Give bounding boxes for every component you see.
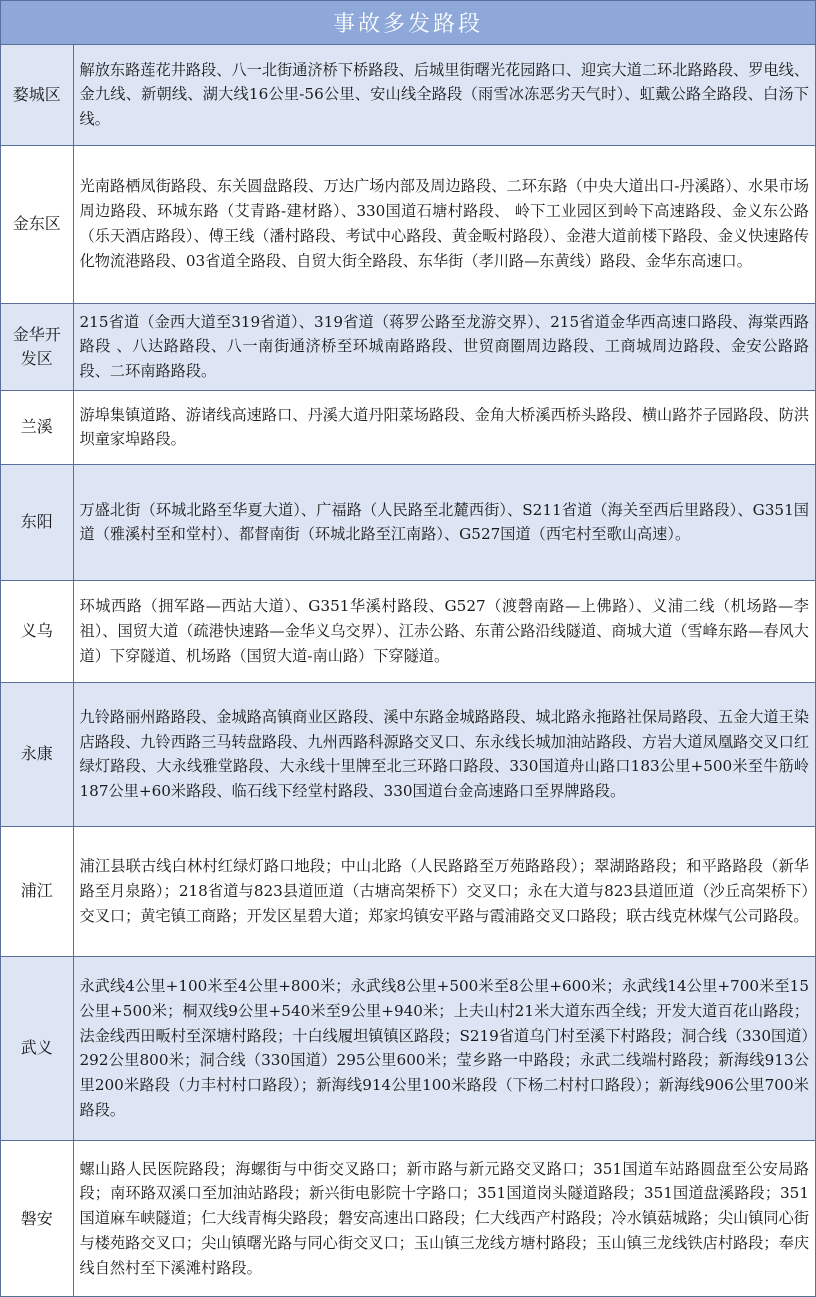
roads-cell: 万盛北街（环城北路至华夏大道）、广福路（人民路至北麓西街）、S211省道（海关至西后里路段）、G351国道（雅溪村至和堂村）、都督南街（环城北路至江南路）、G527国道（西宅村至歌山高速）。	[73, 464, 815, 580]
roads-cell: 环城西路（拥军路—西站大道）、G351华溪村路段、G527（渡磬南路—上佛路）、义浦二线（机场路—李祖）、国贸大道（疏港快速路—金华义乌交界）、江赤公路、东莆公路沿线隧道、商城大道（雪峰东路—春风大道）下穿隧道、机场路（国贸大道-南山路）下穿隧道。	[73, 580, 815, 682]
roads-cell: 螺山路人民医院路段；海螺街与中街交叉路口；新市路与新元路交叉路口；351国道车站路圆盘至公安局路段；南环路双溪口至加油站路段；新兴街电影院十字路口；351国道岗头隧道路段；351国道盘溪路段；351国道麻车峡隧道；仁大线青梅尖路段；磐安高速出口路段；仁大线西产村路段；冷水镇菇城路；尖山镇同心街与楼苑路交叉口；尖山镇曙光路与同心街交叉口；玉山镇三龙线方塘村路段；玉山镇三龙线铁店村路段；奉庆线自然村至下溪滩村路段。	[73, 1140, 815, 1296]
roads-cell: 215省道（金西大道至319省道）、319省道（蒋罗公路至龙游交界）、215省道金华西高速口路段、海棠西路路段 、八达路路段、八一南街通济桥至环城南路路段、世贸商圈周边路段、工商城周边路段、金安公路路段、二环南路路段。	[73, 303, 815, 390]
table-row	[1, 464, 815, 580]
region-cell: 兰溪	[1, 390, 73, 464]
table-row	[1, 682, 815, 826]
roads-cell: 浦江县联古线白林村红绿灯路口地段；中山北路（人民路路至万苑路路段）；翠湖路路段；和平路路段（新华路至月泉路）；218省道与823县道匝道（古塘高架桥下）交叉口；永在大道与823县道匝道（沙丘高架桥下）交叉口；黄宅镇工商路；开发区星碧大道；郑家坞镇安平路与霞浦路交叉口路段；联古线克林煤气公司路段。	[73, 826, 815, 956]
table-row	[1, 145, 815, 303]
table-row	[1, 390, 815, 464]
roads-cell: 解放东路莲花井路段、八一北街通济桥下桥路段、后城里街曙光花园路口、迎宾大道二环北路路段、罗电线、金九线、新朝线、湖大线16公里-56公里、安山线全路段（雨雪冰冻恶劣天气时）、虹戴公路全路段、白汤下线。	[73, 45, 815, 145]
table-row	[1, 580, 815, 682]
region-cell: 磐安	[1, 1140, 73, 1296]
table-row	[1, 1140, 815, 1296]
table-row	[1, 826, 815, 956]
region-cell: 婺城区	[1, 45, 73, 145]
roads-cell: 永武线4公里+100米至4公里+800米；永武线8公里+500米至8公里+600米；永武线14公里+700米至15公里+500米；桐双线9公里+540米至9公里+940米；上夫山村21米大道东西全线；开发大道百花山路段；法金线西田畈村至深塘村路段；十白线履坦镇镇区路段；S219省道乌门村至溪下村路段；洞合线（330国道）292公里800米；洞合线（330国道）295公里600米；莹乡路一中路段；永武二线端村路段；新海线913公里200米路段（力丰村村口路段）；新海线914公里100米路段（下杨二村村口路段）；新海线906公里700米路段。	[73, 956, 815, 1140]
region-cell: 金华开发区	[1, 303, 73, 390]
region-cell: 义乌	[1, 580, 73, 682]
region-cell: 武义	[1, 956, 73, 1140]
page-title: 事故多发路段	[1, 1, 815, 45]
table-row	[1, 303, 815, 390]
table-row	[1, 956, 815, 1140]
roads-cell: 光南路栖凤街路段、东关圆盘路段、万达广场内部及周边路段、二环东路（中央大道出口-丹溪路）、水果市场周边路段、环城东路（艾青路-建材路）、330国道石塘村路段、 岭下工业园区到岭下高速路段、金义东公路（乐天酒店路段）、傅王线（潘村路段、考试中心路段、黄金畈村路段）、金港大道前楼下路段、金义快速路传化物流港路段、03省道全路段、自贸大街全路段、东华街（孝川路—东黄线）路段、金华东高速口。	[73, 145, 815, 303]
roads-cell: 游埠集镇道路、游诸线高速路口、丹溪大道丹阳菜场路段、金角大桥溪西桥头路段、横山路芥子园路段、防洪坝童家埠路段。	[73, 390, 815, 464]
roads-table	[1, 45, 815, 1296]
region-cell: 永康	[1, 682, 73, 826]
table-row	[1, 45, 815, 145]
region-cell: 金东区	[1, 145, 73, 303]
region-cell: 浦江	[1, 826, 73, 956]
roads-cell: 九铃路丽州路路段、金城路高镇商业区路段、溪中东路金城路路段、城北路永拖路社保局路段、五金大道王染店路段、九铃西路三马转盘路段、九州西路科源路交叉口、东永线长城加油站路段、方岩大道凤凰路交叉口红绿灯路段、大永线雅堂路段、大永线十里牌至北三环路口路段、330国道舟山路口183公里+500米至牛筋岭187公里+60米路段、临石线下经堂村路段、330国道台金高速路口至界牌路段。	[73, 682, 815, 826]
region-cell: 东阳	[1, 464, 73, 580]
